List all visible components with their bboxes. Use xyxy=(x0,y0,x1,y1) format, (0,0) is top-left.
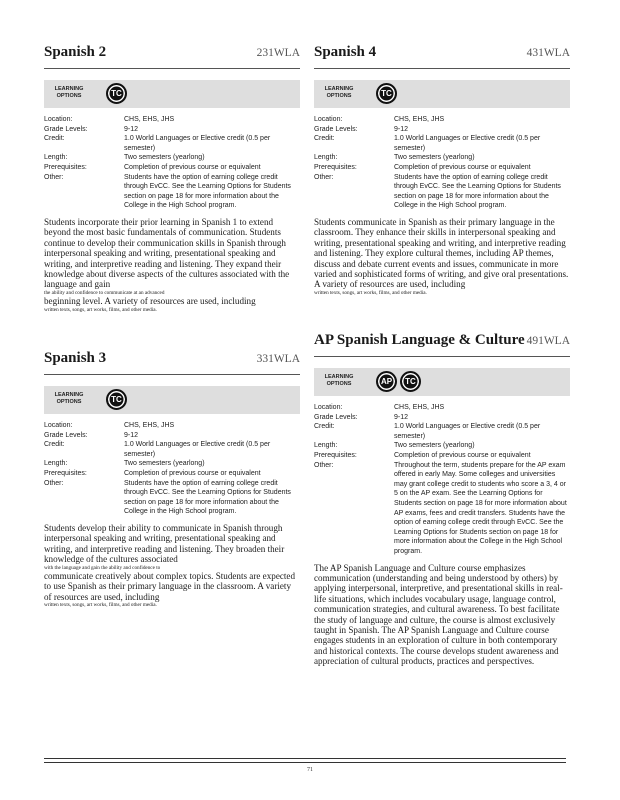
right-column xyxy=(314,44,570,667)
learning-options-bar xyxy=(314,368,570,396)
info-value: Two semesters (yearlong) xyxy=(124,460,205,468)
description-text: Students develop their ability to communicate in Spanish through interpersonal speaking and writing, presentational speaking and writing, and interpretive reading and listening. They broaden their knowledge of the cultures associated xyxy=(44,522,285,565)
info-row xyxy=(44,421,300,431)
info-label: Length: xyxy=(314,442,338,450)
description-small-text: with the language and gain the ability and confidence to xyxy=(44,564,161,571)
learning-options-badges xyxy=(106,389,127,410)
info-label: Prerequisites: xyxy=(44,469,87,477)
course-info-table xyxy=(314,115,570,211)
info-row xyxy=(314,441,570,451)
info-row xyxy=(314,422,570,441)
info-label: Grade Levels: xyxy=(44,431,88,439)
info-label: Location: xyxy=(44,422,73,429)
course-title: Spanish 2 xyxy=(44,44,107,60)
learning-options-label: LEARNING OPTIONS xyxy=(324,374,354,387)
info-label: Location: xyxy=(314,404,343,411)
page-number: 71 xyxy=(307,767,313,773)
course-spanish-2 xyxy=(44,44,300,350)
info-label: Grade Levels: xyxy=(314,125,358,133)
info-row xyxy=(44,431,300,441)
course-code: 491WLA xyxy=(526,335,570,347)
info-value: Two semesters (yearlong) xyxy=(394,442,475,450)
info-row xyxy=(44,125,300,135)
course-code: 331WLA xyxy=(256,353,300,365)
tc-badge-icon: TC xyxy=(376,83,397,104)
tc-badge-icon: TC xyxy=(106,83,127,104)
course-code: 431WLA xyxy=(526,47,570,59)
info-row xyxy=(44,173,300,211)
info-value: Students have the option of earning college credit through EvCC. See the Learning Options for Students section on page 18 for more information about the College in the High School program. xyxy=(394,173,561,210)
info-row xyxy=(314,134,570,153)
info-row xyxy=(44,115,300,125)
info-value: Completion of previous course or equivalent xyxy=(394,451,531,459)
description-small-text-end: written texts, songs, art works, films, and other media. xyxy=(44,306,157,313)
course-ap-spanish xyxy=(314,332,570,667)
description-text: Students communicate in Spanish as their primary language in the classroom. They enhance their skills in interpersonal speaking and writing, presentational speaking and writing, and interpretive reading and listening. They explore cultural themes, including AP themes, discuss and debate current events and issues, communicate in more varied and sophisticated forms of writing, and give oral presentations. A variety of resources are used, including xyxy=(314,216,569,290)
info-label: Location: xyxy=(44,116,73,123)
info-row xyxy=(314,451,570,461)
info-row xyxy=(44,163,300,173)
info-row xyxy=(314,163,570,173)
info-row xyxy=(44,469,300,479)
info-row xyxy=(314,413,570,423)
description-text: Students incorporate their prior learning in Spanish 1 to extend beyond the most basic fundamentals of communication. Students continue to develop their communication skills in Spanish through interpersonal speaking and writing, presentational speaking and writing, and interpretive reading and listening. They expand their knowledge about diverse aspects of the cultures associated with the language and gain xyxy=(44,216,290,290)
course-info-table xyxy=(44,115,300,211)
info-value: 1.0 World Languages or Elective credit (0.5 per semester) xyxy=(394,135,541,152)
info-row xyxy=(44,153,300,163)
description-small-text: the ability and confidence to communicate at an advanced xyxy=(44,289,165,296)
learning-options-label: LEARNING OPTIONS xyxy=(54,86,84,99)
course-spanish-4 xyxy=(314,44,570,332)
info-value: Students have the option of earning college credit through EvCC. See the Learning Options for Students section on page 18 for more information about the College in the High School program. xyxy=(124,479,291,516)
course-description xyxy=(314,217,570,296)
info-label: Location: xyxy=(314,116,343,123)
info-value: 9-12 xyxy=(394,413,409,421)
tc-badge-icon: TC xyxy=(106,389,127,410)
info-value: Completion of previous course or equivalent xyxy=(124,469,261,477)
course-header xyxy=(44,44,300,69)
info-label: Credit: xyxy=(314,135,335,143)
description-text-continued: beginning level. A variety of resources are used, including xyxy=(44,296,256,307)
tc-badge-icon: TC xyxy=(400,371,421,392)
info-row xyxy=(314,173,570,211)
info-value: 1.0 World Languages or Elective credit (0.5 per semester) xyxy=(394,423,541,440)
info-value: Throughout the term, students prepare for the AP exam offered in early May. Some colleges and universities may grant college credit to students who score a 3, 4 or 5 on the AP exam. See the Learning Options for Students section on page 18 for more information about AP exams, fees and credit transfers. Students have the option of earning college credit through EvCC. See the Learning Options for Students section on page 18 for more information about the College in the High School program. xyxy=(394,461,567,555)
info-value: CHS, EHS, JHS xyxy=(124,422,175,429)
info-label: Credit: xyxy=(44,135,65,143)
learning-options-label: LEARNING OPTIONS xyxy=(324,86,354,99)
info-value: Completion of previous course or equivalent xyxy=(394,163,531,171)
info-label: Prerequisites: xyxy=(314,451,357,459)
left-column xyxy=(44,44,300,609)
learning-options-label: LEARNING OPTIONS xyxy=(54,392,84,405)
course-header xyxy=(314,44,570,69)
footer-rule xyxy=(44,758,566,759)
info-value: 1.0 World Languages or Elective credit (0.5 per semester) xyxy=(124,135,271,152)
info-label: Prerequisites: xyxy=(314,163,357,171)
footer-rule-thin xyxy=(44,762,566,763)
description-text: The AP Spanish Language and Culture course emphasizes communication (understanding and being understood by others) by applying interpersonal, interpretive, and presentational skills in real-life situations, which includes vocabulary usage, language control, communication strategies, and cultural awareness. To best facilitate the study of language and culture, the course is almost exclusively taught in Spanish. The AP Spanish Language and Culture course engages students in an exploration of culture in both contemporary and historical contexts. The course develops student awareness and appreciation of cultural products, practices and perspectives. xyxy=(314,562,563,667)
info-value: 9-12 xyxy=(124,431,139,439)
course-info-table xyxy=(44,421,300,517)
course-info-table xyxy=(314,403,570,557)
info-label: Other: xyxy=(44,173,64,181)
info-row xyxy=(44,479,300,517)
info-row xyxy=(44,134,300,153)
description-text-continued: communicate creatively about complex topics. Students are expected to use Spanish as their primary language in the classroom. A variety of resources are used, including xyxy=(44,571,295,602)
course-header xyxy=(314,332,570,357)
info-value: CHS, EHS, JHS xyxy=(124,116,175,123)
info-row xyxy=(314,403,570,413)
info-label: Length: xyxy=(44,460,68,468)
course-title: Spanish 3 xyxy=(44,350,107,366)
course-description xyxy=(44,217,300,313)
info-label: Length: xyxy=(314,154,338,162)
info-label: Grade Levels: xyxy=(44,125,88,133)
info-label: Credit: xyxy=(44,441,65,449)
info-label: Length: xyxy=(44,154,68,162)
course-spanish-3 xyxy=(44,350,300,609)
info-row xyxy=(314,153,570,163)
learning-options-badges xyxy=(106,83,127,104)
learning-options-bar xyxy=(44,80,300,108)
course-description xyxy=(44,523,300,609)
description-small-text-end: written texts, songs, art works, films, and other media. xyxy=(44,602,157,609)
learning-options-badges xyxy=(376,371,421,392)
info-row xyxy=(314,125,570,135)
info-label: Other: xyxy=(314,461,334,469)
info-value: Students have the option of earning college credit through EvCC. See the Learning Options for Students section on page 18 for more information about the College in the High School program. xyxy=(124,173,291,210)
info-label: Other: xyxy=(314,173,334,181)
course-header xyxy=(44,350,300,375)
info-value: Two semesters (yearlong) xyxy=(124,154,205,162)
info-value: 9-12 xyxy=(394,125,409,133)
course-description xyxy=(314,563,570,667)
course-title: AP Spanish Language & Culture xyxy=(314,332,525,348)
info-row xyxy=(44,459,300,469)
info-value: 9-12 xyxy=(124,125,139,133)
info-row xyxy=(44,440,300,459)
info-row xyxy=(314,115,570,125)
ap-badge-icon: AP xyxy=(376,371,397,392)
info-value: Two semesters (yearlong) xyxy=(394,154,475,162)
info-value: Completion of previous course or equivalent xyxy=(124,163,261,171)
info-label: Grade Levels: xyxy=(314,413,358,421)
description-small-text: written texts, songs, art works, films, and other media. xyxy=(314,289,427,296)
info-value: CHS, EHS, JHS xyxy=(394,404,445,411)
learning-options-bar xyxy=(44,386,300,414)
info-label: Credit: xyxy=(314,423,335,431)
info-value: 1.0 World Languages or Elective credit (0.5 per semester) xyxy=(124,441,271,458)
course-title: Spanish 4 xyxy=(314,44,377,60)
info-label: Prerequisites: xyxy=(44,163,87,171)
info-row xyxy=(314,461,570,557)
course-code: 231WLA xyxy=(256,47,300,59)
info-value: CHS, EHS, JHS xyxy=(394,116,445,123)
info-label: Other: xyxy=(44,479,64,487)
learning-options-bar xyxy=(314,80,570,108)
learning-options-badges xyxy=(376,83,397,104)
